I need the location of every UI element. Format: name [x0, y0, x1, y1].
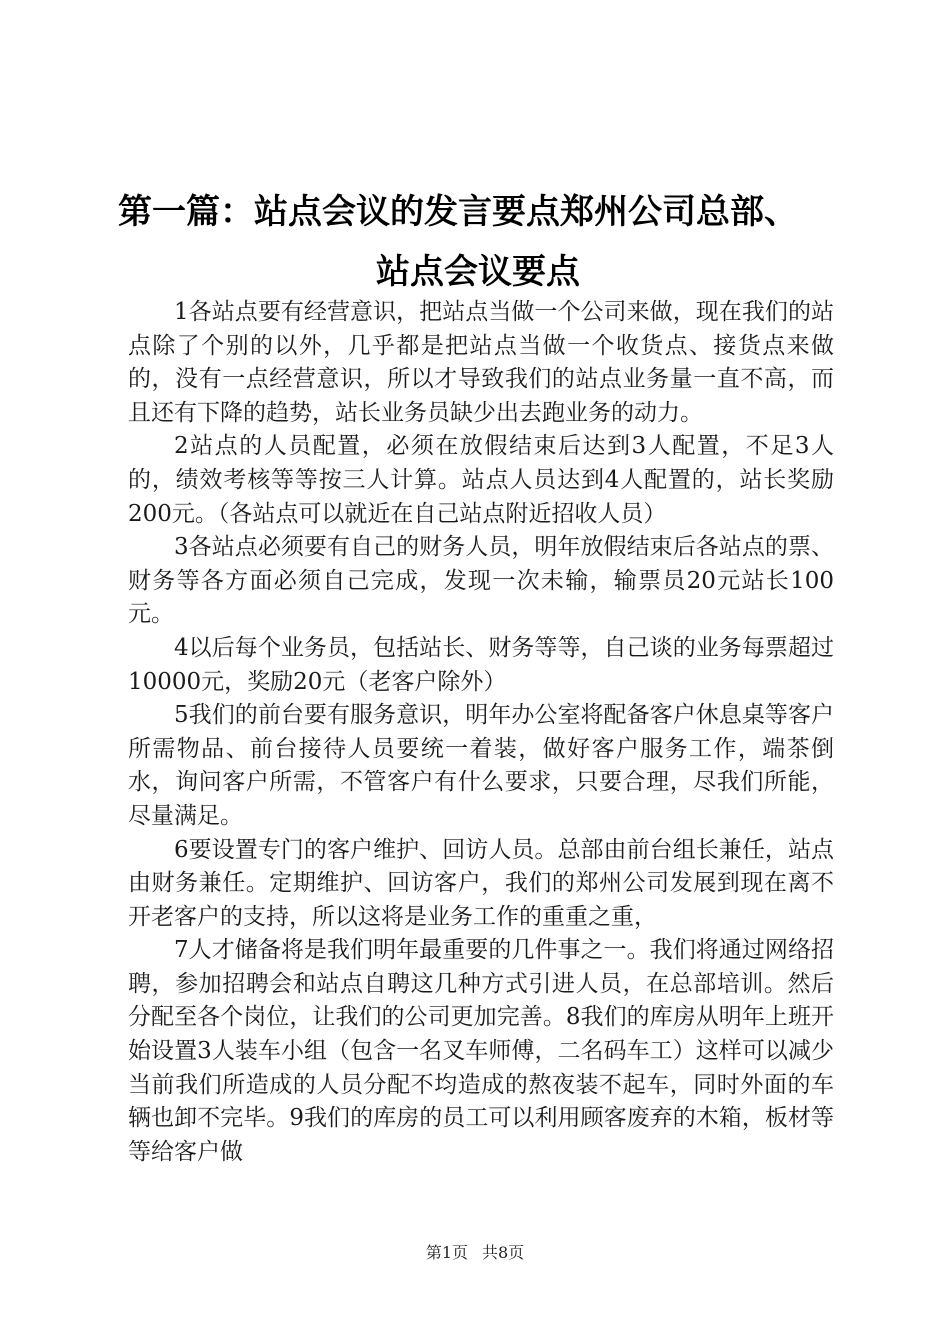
page-number-total: 共8页 — [482, 1243, 525, 1262]
paragraph-2: 2站点的人员配置，必须在放假结束后达到3人配置，不足3人的，绩效考核等等按三人计算。站点人员达到4人配置的，站长奖励200元。（各站点可以就近在自己站点附近招收人员） — [128, 433, 834, 527]
title-line-2: 站点会议要点 — [376, 252, 580, 292]
document-body — [128, 296, 834, 1169]
paragraph-6: 6要设置专门的客户维护、回访人员。总部由前台组长兼任，站点由财务兼任。定期维护、回访客户，我们的郑州公司发展到现在离不开老客户的支持，所以这将是业务工作的重重之重， — [128, 836, 834, 930]
page-footer — [0, 1240, 950, 1263]
page-number-current: 第1页 — [425, 1243, 468, 1262]
paragraph-4: 4以后每个业务员，包括站长、财务等等，自己谈的业务每票超过10000元，奖励20元（老客户除外） — [128, 634, 834, 695]
paragraph-7: 7人才储备将是我们明年最重要的几件事之一。我们将通过网络招聘，参加招聘会和站点自聘这几种方式引进人员，在总部培训。然后分配至各个岗位，让我们的公司更加完善。8我们的库房从明年上班开始设置3人装车小组（包含一名叉车师傅，二名码车工）这样可以减少当前我们所造成的人员分配不均造成的熬夜装不起车，同时外面的车辆也卸不完毕。9我们的库房的员工可以利用顾客废弃的木箱，板材等等给客户做 — [128, 937, 834, 1165]
document-title — [118, 182, 838, 302]
paragraph-1: 1各站点要有经营意识，把站点当做一个公司来做，现在我们的站点除了个别的以外，几乎都是把站点当做一个收货点、接货点来做的，没有一点经营意识，所以才导致我们的站点业务量一直不高，而且还有下降的趋势，站长业务员缺少出去跑业务的动力。 — [128, 299, 834, 426]
title-line-1: 第一篇：站点会议的发言要点郑州公司总部、 — [118, 192, 798, 232]
paragraph-5: 5我们的前台要有服务意识，明年办公室将配备客户休息桌等客户所需物品、前台接待人员要统一着装，做好客户服务工作，端茶倒水，询问客户所需，不管客户有什么要求，只要合理，尽我们所能，尽量满足。 — [128, 702, 834, 829]
paragraph-3: 3各站点必须要有自己的财务人员，明年放假结束后各站点的票、财务等各方面必须自己完成，发现一次未输，输票员20元站长100元。 — [128, 534, 834, 628]
